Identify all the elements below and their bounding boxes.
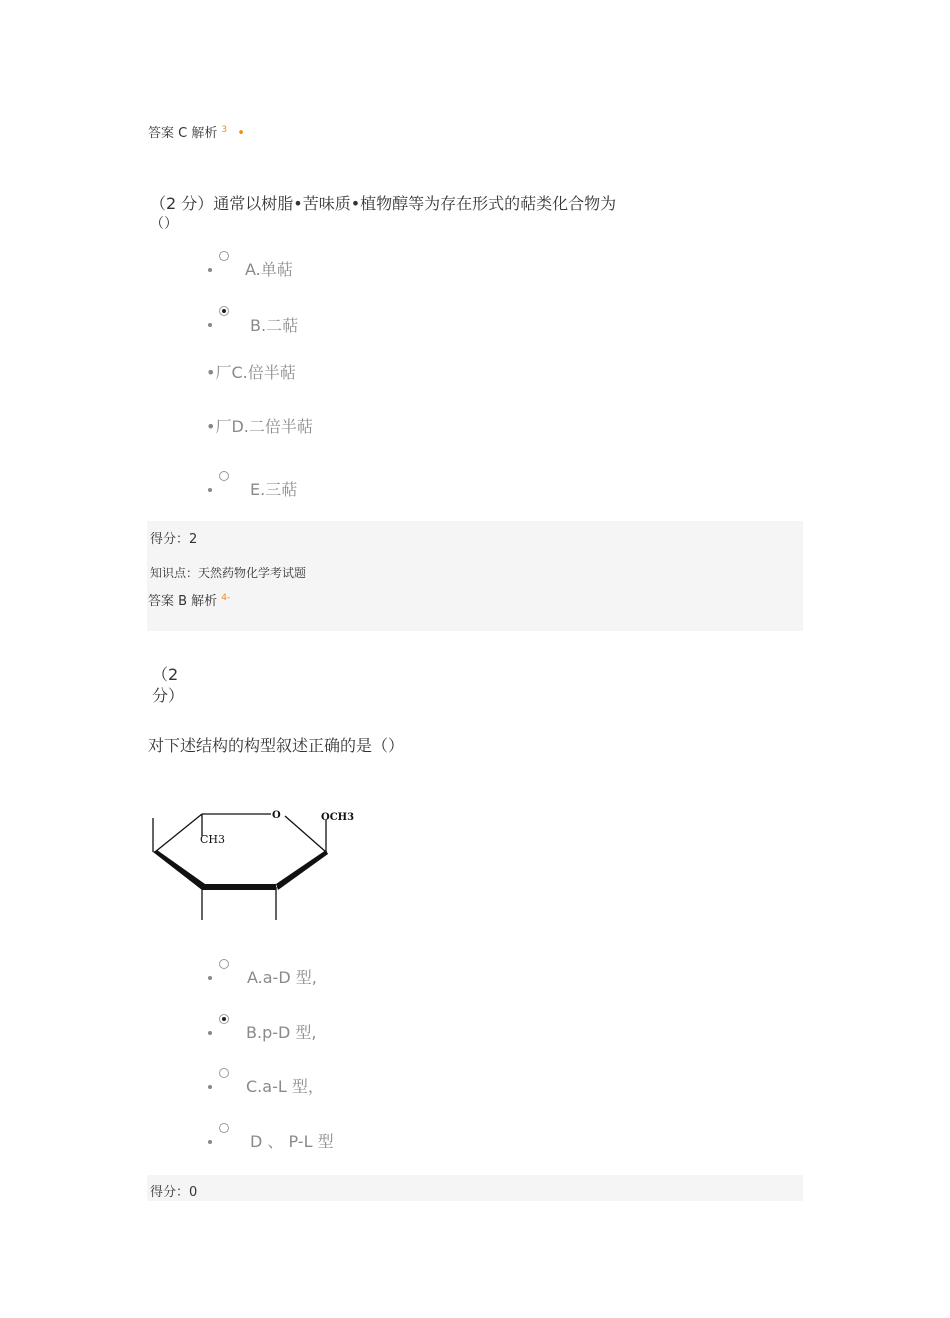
q2-points-line1: （2 [152,665,179,684]
q1-answer-text: 答案 B 解析 [148,594,218,609]
bullet-icon [208,976,212,980]
q1-option-d-label: D.二倍半萜 [231,417,313,436]
accent-dot: • [237,126,245,141]
footnote-mark: 4- [221,592,231,603]
q1-score: 得分：2 [150,532,198,547]
radio-unchecked-icon[interactable] [219,1123,229,1133]
bullet-icon [208,1140,212,1144]
bullet-icon [208,1085,212,1089]
q1-title-line2: （） [150,216,178,232]
previous-answer-line [148,122,245,141]
q2-title: 对下述结构的构型叙述正确的是（） [148,736,405,755]
bullet-icon [208,488,212,492]
q2-option-d-label: D 、 P-L 型 [250,1132,334,1151]
radio-checked-icon[interactable] [219,306,229,316]
bullet-icon [208,323,212,327]
q2-option-c-label: C.a-L 型， [246,1077,324,1096]
bullet-icon [208,268,212,272]
q1-title [150,193,616,235]
q1-title-line1: （2 分）通常以树脂•苦味质•植物醇等为存在形式的萜类化合物为 [150,194,617,213]
q2-points-line2: 分） [152,686,185,705]
radio-unchecked-icon[interactable] [219,251,229,261]
radio-unchecked-icon[interactable] [219,471,229,481]
q1-option-c-label: C.倍半萜 [231,363,296,382]
q2-points [152,664,184,706]
q2-option-a-label: A.a-D 型, [247,968,317,987]
methyl-label: CH3 [200,833,226,846]
radio-unchecked-icon[interactable] [219,959,229,969]
q2-score: 得分：0 [150,1185,198,1200]
q1-option-a-label: A.单萜 [245,260,293,279]
ring-oxygen-label: O [272,810,281,821]
previous-answer-text: 答案 C 解析 [148,126,218,141]
q1-option-e-label: E.三萜 [250,480,298,499]
bullet-icon [208,1031,212,1035]
q2-option-b-label: B.p-D 型, [246,1023,317,1042]
q2-result-panel [147,1175,803,1201]
footnote-mark: 3 [221,124,228,135]
methoxy-label: OCH3 [321,812,355,823]
q1-answer-line [148,590,230,609]
radio-checked-icon[interactable] [219,1014,229,1024]
q1-option-b-label: B.二萜 [250,316,299,335]
sugar-ring-structure [145,800,365,925]
checkbox-glyph-icon[interactable]: •厂 [206,363,232,382]
checkbox-glyph-icon[interactable]: •厂 [206,417,232,436]
q1-knowledge-point: 知识点：天然药物化学考试题 [150,566,307,580]
radio-unchecked-icon[interactable] [219,1068,229,1078]
